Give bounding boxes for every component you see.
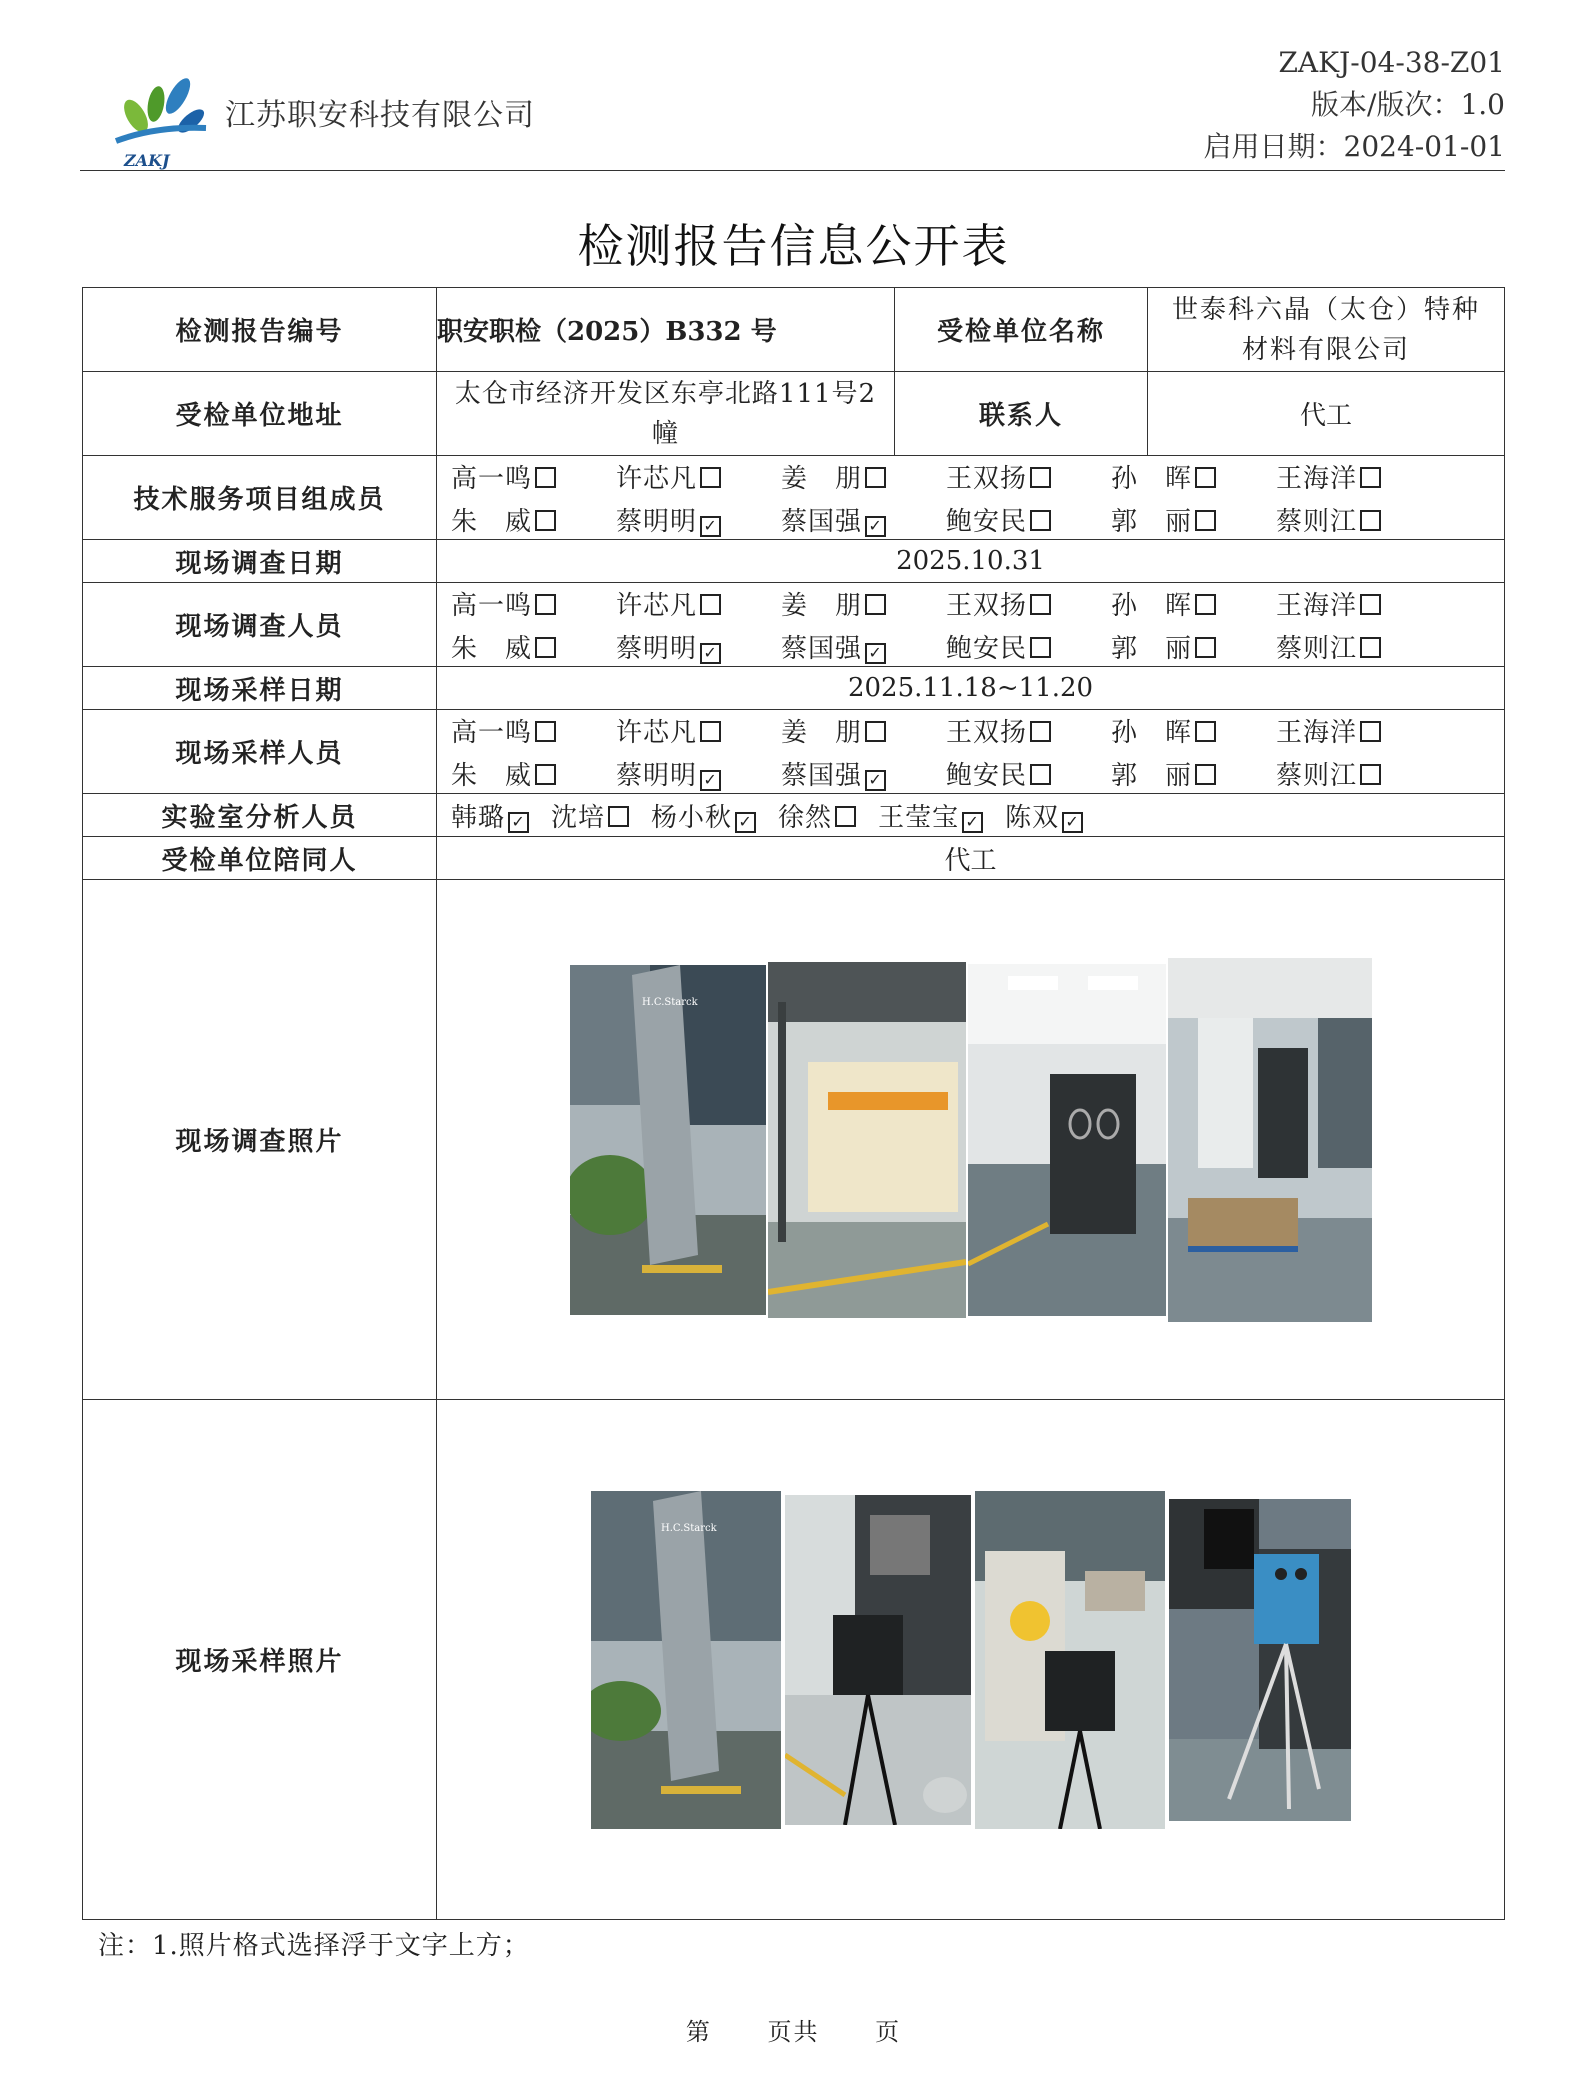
person-entry [1276, 712, 1441, 749]
person-entry [878, 797, 983, 834]
person-entry [946, 585, 1111, 622]
person-entry [781, 458, 946, 495]
document-info [1204, 42, 1505, 168]
person-name: 蔡国强 [781, 506, 863, 537]
checkbox-icon [535, 637, 556, 658]
doc-version: 版本/版次：1.0 [1311, 88, 1505, 121]
person-entry [781, 501, 946, 538]
checked-checkbox-icon: ✓ [508, 812, 529, 833]
person-name: 沈培 [551, 802, 606, 833]
company-name: 江苏职安科技有限公司 [225, 98, 535, 133]
person-entry [946, 712, 1111, 749]
checkbox-icon [1360, 467, 1381, 488]
checkbox-icon [1195, 467, 1216, 488]
report-no-label: 检测报告编号 [83, 288, 437, 372]
sample-staff-label: 现场采样人员 [83, 710, 437, 794]
checkbox-icon [535, 721, 556, 742]
svg-text:ZAKJ: ZAKJ [124, 151, 170, 170]
person-name: 蔡国强 [781, 633, 863, 664]
person-name: 蔡则江 [1276, 506, 1358, 537]
person-name: 王海洋 [1276, 463, 1358, 494]
checkbox-icon [1030, 637, 1051, 658]
escort-value: 代工 [437, 837, 1505, 880]
person-entry [451, 458, 616, 495]
checkbox-icon [1030, 594, 1051, 615]
person-entry [781, 755, 946, 792]
checked-checkbox-icon: ✓ [865, 516, 886, 537]
photo-sampler-2 [975, 1491, 1165, 1829]
page-footer [0, 2012, 1587, 2047]
unit-name-value: 世泰科六晶（太仓）特种材料有限公司 [1148, 288, 1505, 372]
checkbox-icon [1195, 721, 1216, 742]
person-name: 韩璐 [451, 802, 506, 833]
checked-checkbox-icon: ✓ [700, 770, 721, 791]
survey-staff [437, 585, 1504, 665]
checkbox-icon [1360, 721, 1381, 742]
lab-staff [437, 797, 1504, 834]
team-members [437, 458, 1504, 538]
checkbox-icon [535, 467, 556, 488]
person-name: 孙 晖 [1111, 717, 1193, 748]
checked-checkbox-icon: ✓ [962, 812, 983, 833]
person-entry [1111, 458, 1276, 495]
person-entry [1111, 755, 1276, 792]
person-name: 姜 朋 [781, 463, 863, 494]
person-entry [451, 501, 616, 538]
person-entry [616, 628, 781, 665]
person-name: 许芯凡 [616, 590, 698, 621]
person-name: 鲍安民 [946, 760, 1028, 791]
person-name: 朱 威 [451, 633, 533, 664]
address-value: 太仓市经济开发区东亭北路111号2幢 [437, 372, 895, 456]
person-name: 王莹宝 [878, 802, 960, 833]
checkbox-icon [535, 510, 556, 531]
person-name: 王双扬 [946, 717, 1028, 748]
checkbox-icon [1030, 764, 1051, 785]
checked-checkbox-icon: ✓ [735, 812, 756, 833]
checkbox-icon [1360, 637, 1381, 658]
footer-page-prefix: 第 [685, 2018, 712, 2046]
person-entry [1276, 458, 1441, 495]
checked-checkbox-icon: ✓ [1062, 812, 1083, 833]
person-entry [781, 712, 946, 749]
checkbox-icon [835, 806, 856, 827]
survey-photos [437, 958, 1504, 1322]
checkbox-icon [1030, 467, 1051, 488]
person-name: 蔡则江 [1276, 633, 1358, 664]
lab-staff-label: 实验室分析人员 [83, 794, 437, 837]
person-name: 高一鸣 [451, 717, 533, 748]
person-entry [651, 797, 756, 834]
person-entry [1276, 585, 1441, 622]
person-entry [946, 501, 1111, 538]
person-entry [451, 628, 616, 665]
sample-date-value: 2025.11.18~11.20 [437, 667, 1505, 710]
person-name: 孙 晖 [1111, 463, 1193, 494]
person-name: 朱 威 [451, 506, 533, 537]
photo-sampler-1 [785, 1495, 971, 1825]
survey-photos-label: 现场调查照片 [83, 880, 437, 1400]
person-entry [451, 712, 616, 749]
checkbox-icon [1030, 721, 1051, 742]
person-entry [451, 797, 529, 834]
sample-photos-label: 现场采样照片 [83, 1400, 437, 1920]
person-entry [778, 797, 856, 834]
person-name: 许芯凡 [616, 463, 698, 494]
photo-machine [968, 964, 1166, 1316]
checkbox-icon [535, 764, 556, 785]
person-name: 鲍安民 [946, 506, 1028, 537]
checkbox-icon [865, 594, 886, 615]
person-entry [946, 628, 1111, 665]
person-name: 郭 丽 [1111, 760, 1193, 791]
checkbox-icon [700, 594, 721, 615]
photo-furnace [768, 962, 966, 1318]
person-entry [946, 458, 1111, 495]
person-name: 蔡则江 [1276, 760, 1358, 791]
photo-sign-sampling [591, 1491, 781, 1829]
footer-page-mid: 页共 [767, 2018, 820, 2046]
person-name: 王双扬 [946, 463, 1028, 494]
person-name: 孙 晖 [1111, 590, 1193, 621]
person-entry [616, 458, 781, 495]
checked-checkbox-icon: ✓ [700, 516, 721, 537]
checkbox-icon [1360, 510, 1381, 531]
checkbox-icon [700, 721, 721, 742]
info-table [82, 287, 1505, 1920]
person-name: 高一鸣 [451, 590, 533, 621]
svg-text:H.C.Starck: H.C.Starck [641, 996, 698, 1008]
person-name: 郭 丽 [1111, 506, 1193, 537]
checkbox-icon [700, 467, 721, 488]
person-name: 徐然 [778, 802, 833, 833]
checkbox-icon [1195, 510, 1216, 531]
contact-label: 联系人 [895, 372, 1148, 456]
doc-code: ZAKJ-04-38-Z01 [1278, 46, 1505, 79]
person-name: 鲍安民 [946, 633, 1028, 664]
person-name: 王海洋 [1276, 717, 1358, 748]
person-name: 杨小秋 [651, 802, 733, 833]
checked-checkbox-icon: ✓ [700, 643, 721, 664]
checkbox-icon [1195, 637, 1216, 658]
sample-staff [437, 712, 1504, 792]
checked-checkbox-icon: ✓ [865, 770, 886, 791]
person-name: 朱 威 [451, 760, 533, 791]
photo-building-sign [570, 965, 766, 1315]
company-logo [106, 66, 216, 176]
person-name: 王双扬 [946, 590, 1028, 621]
survey-date-value: 2025.10.31 [437, 540, 1505, 583]
footnote: 注：1.照片格式选择浮于文字上方； [98, 1931, 530, 1961]
person-entry [551, 797, 629, 834]
survey-staff-label: 现场调查人员 [83, 583, 437, 667]
person-entry [1111, 628, 1276, 665]
person-name: 姜 朋 [781, 717, 863, 748]
photo-workshop [1168, 958, 1372, 1322]
checkbox-icon [865, 721, 886, 742]
person-entry [1005, 797, 1083, 834]
report-no-value: 职安职检（2025）B332 号 [437, 288, 895, 372]
doc-start-date: 启用日期：2024-01-01 [1203, 130, 1505, 163]
checkbox-icon [1030, 510, 1051, 531]
person-name: 许芯凡 [616, 717, 698, 748]
person-entry [616, 585, 781, 622]
survey-date-label: 现场调查日期 [83, 540, 437, 583]
svg-text:H.C.Starck: H.C.Starck [660, 1522, 717, 1534]
checkbox-icon [1360, 594, 1381, 615]
person-name: 郭 丽 [1111, 633, 1193, 664]
person-entry [1111, 712, 1276, 749]
person-name: 蔡明明 [616, 760, 698, 791]
team-label: 技术服务项目组成员 [83, 456, 437, 540]
person-entry [781, 585, 946, 622]
address-label: 受检单位地址 [83, 372, 437, 456]
header-divider [80, 170, 1505, 171]
person-name: 陈双 [1005, 802, 1060, 833]
person-entry [1111, 501, 1276, 538]
contact-value: 代工 [1148, 372, 1505, 456]
person-name: 高一鸣 [451, 463, 533, 494]
person-name: 王海洋 [1276, 590, 1358, 621]
checkbox-icon [535, 594, 556, 615]
unit-name-label: 受检单位名称 [895, 288, 1148, 372]
sample-date-label: 现场采样日期 [83, 667, 437, 710]
checkbox-icon [1195, 764, 1216, 785]
person-entry [1276, 501, 1441, 538]
person-name: 蔡国强 [781, 760, 863, 791]
person-entry [616, 501, 781, 538]
escort-label: 受检单位陪同人 [83, 837, 437, 880]
person-name: 蔡明明 [616, 506, 698, 537]
footer-page-suffix: 页 [875, 2018, 902, 2046]
checkbox-icon [608, 806, 629, 827]
person-entry [781, 628, 946, 665]
checkbox-icon [1360, 764, 1381, 785]
person-entry [616, 712, 781, 749]
sample-photos [437, 1491, 1504, 1829]
person-entry [451, 755, 616, 792]
person-entry [1111, 585, 1276, 622]
person-name: 蔡明明 [616, 633, 698, 664]
page-title: 检测报告信息公开表 [577, 219, 1010, 273]
person-entry [1276, 628, 1441, 665]
person-name: 姜 朋 [781, 590, 863, 621]
page-header [80, 40, 1505, 170]
person-entry [946, 755, 1111, 792]
photo-sampler-3 [1169, 1499, 1351, 1821]
person-entry [1276, 755, 1441, 792]
checkbox-icon [865, 467, 886, 488]
checked-checkbox-icon: ✓ [865, 643, 886, 664]
person-entry [451, 585, 616, 622]
checkbox-icon [1195, 594, 1216, 615]
person-entry [616, 755, 781, 792]
